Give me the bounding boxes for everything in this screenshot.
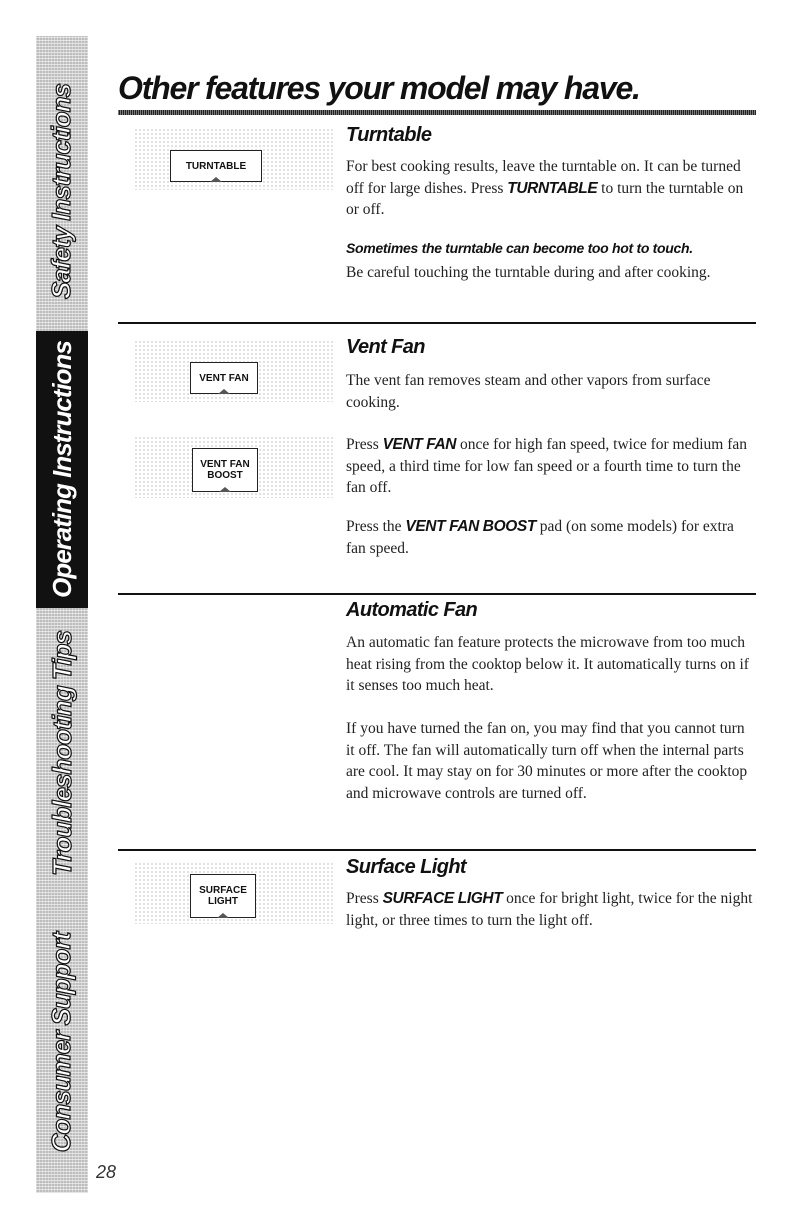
- vent-fan-key-label: VENT FAN: [199, 372, 249, 384]
- side-tab-label: Troubleshooting Tips: [46, 631, 77, 876]
- page-title: Other features your model may have.: [118, 70, 640, 106]
- page-number: 28: [96, 1162, 117, 1182]
- turntable-warning: Sometimes the turntable can become too hot to touch.: [346, 240, 693, 256]
- vent-fan-boost-key: [192, 448, 258, 492]
- side-tab-label: Operating Instructions: [46, 341, 77, 598]
- vent-fan-key: [190, 362, 258, 394]
- vent-fan-boost-key-line2: BOOST: [207, 470, 243, 481]
- vent-fan-boost-key-illustration: [134, 436, 334, 498]
- section-divider: [118, 849, 756, 851]
- surface-light-heading: Surface Light: [346, 856, 466, 878]
- section-divider: [118, 322, 756, 324]
- automatic-fan-heading: Automatic Fan: [346, 599, 478, 621]
- vent-fan-intro-paragraph: The vent fan removes steam and other vapors from surface cooking.: [346, 372, 711, 411]
- side-tab-consumer-support[interactable]: [36, 902, 88, 1182]
- vent-fan-speed-paragraph: Press VENT FAN once for high fan speed, twice for medium fan speed, a third time for low fan speed or a fourth time to turn the fan off.: [346, 436, 748, 496]
- title-rule: [118, 110, 756, 115]
- section-divider: [118, 593, 756, 595]
- vent-fan-boost-key-line1: VENT FAN: [200, 459, 250, 470]
- surface-light-key: [190, 874, 256, 918]
- turntable-paragraph: For best cooking results, leave the turntable on. It can be turned off for large dishes. Press TURNTABLE to turn the turntable on or off.: [346, 158, 744, 218]
- surface-light-key-line2: LIGHT: [208, 896, 238, 907]
- turntable-caution-paragraph: Be careful touching the turntable during and after cooking.: [346, 264, 711, 281]
- side-tab-operating-instructions[interactable]: [36, 331, 88, 608]
- key-indicator-icon: [217, 913, 229, 918]
- side-tab-label: Safety Instructions: [46, 83, 77, 299]
- surface-light-key-line1: SURFACE: [199, 885, 247, 896]
- vent-fan-boost-paragraph: Press the VENT FAN BOOST pad (on some models) for extra fan speed.: [346, 518, 734, 557]
- side-tab-troubleshooting-tips[interactable]: [36, 612, 88, 895]
- turntable-heading: Turntable: [346, 124, 432, 146]
- surface-light-key-illustration: [134, 862, 334, 924]
- vent-fan-boost-keyword: VENT FAN BOOST: [405, 518, 536, 535]
- key-indicator-icon: [210, 177, 222, 182]
- turntable-key-label: TURNTABLE: [185, 160, 247, 172]
- surface-light-keyword: SURFACE LIGHT: [382, 890, 503, 907]
- key-indicator-icon: [218, 389, 230, 394]
- automatic-fan-detail-paragraph: If you have turned the fan on, you may find that you cannot turn it off. The fan will automatically turn off when the internal parts are cool. It may stay on for 30 minutes or more after the cooktop and microwave controls are turned off.: [346, 720, 748, 802]
- vent-fan-key-illustration: [134, 340, 334, 402]
- side-tab-label: Consumer Support: [46, 932, 77, 1152]
- vent-fan-keyword: VENT FAN: [382, 436, 457, 453]
- side-tab-safety-instructions[interactable]: [36, 56, 88, 326]
- automatic-fan-intro-paragraph: An automatic fan feature protects the microwave from too much heat rising from the cooktop below it. It automatically turns on if it senses too much heat.: [346, 634, 749, 694]
- key-indicator-icon: [219, 487, 231, 492]
- vent-fan-heading: Vent Fan: [346, 336, 425, 358]
- surface-light-paragraph: Press SURFACE LIGHT once for bright light, twice for the night light, or three times to turn the light off.: [346, 890, 753, 929]
- turntable-key: [170, 150, 262, 182]
- turntable-key-illustration: [134, 128, 334, 190]
- turntable-keyword: TURNTABLE: [507, 179, 598, 197]
